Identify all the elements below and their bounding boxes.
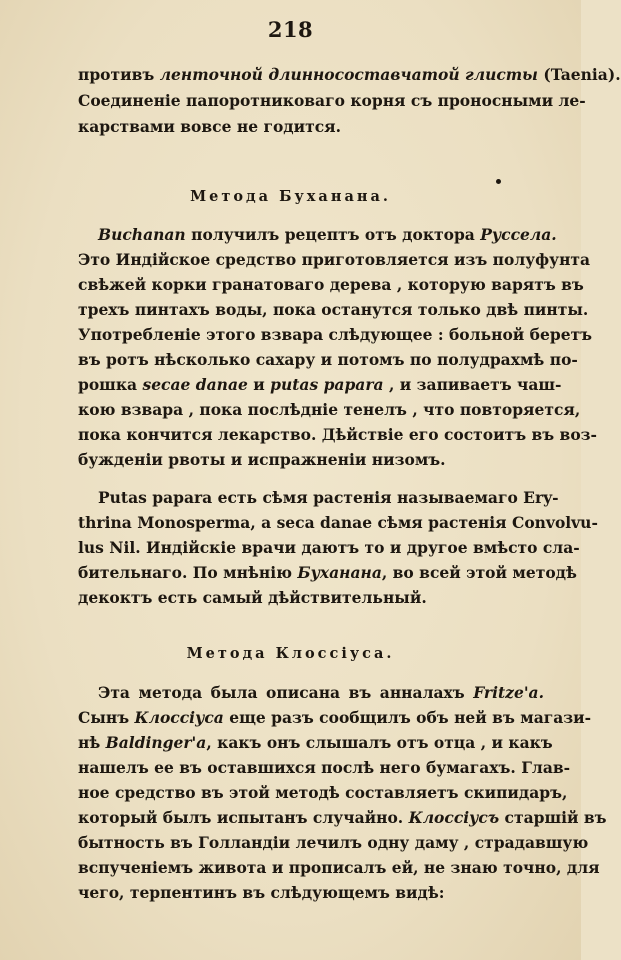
italic-term: Buchanan bbox=[98, 225, 186, 244]
text-line: кою взвара , пока послѣдніе тенелъ , что повторяется, bbox=[78, 400, 581, 419]
text-line: рошка secae danae и putas papara , и запиваетъ чаш- bbox=[78, 375, 562, 394]
page-number: 218 bbox=[267, 17, 314, 42]
italic-term: secae danae bbox=[142, 375, 248, 394]
text-line: трехъ пинтахъ воды, пока останутся только двѣ пинты. bbox=[78, 300, 589, 319]
italic-term: Fritze'a. bbox=[473, 683, 544, 702]
text-line: въ ротъ нѣсколько сахару и потомъ по полудрахмѣ по- bbox=[78, 350, 578, 369]
text-line: Соединеніе папоротниковаго корня съ проносными ле- bbox=[78, 91, 586, 110]
text-line: Употребленіе этого взвара слѣдующее : больной беретъ bbox=[78, 325, 593, 344]
text-line: Сынъ Клоссіуса еще разъ сообщилъ объ ней въ магази- bbox=[78, 708, 592, 727]
italic-term: ленточной длинносоставчатой глисты bbox=[159, 65, 538, 84]
italic-term: Клоссіусъ bbox=[408, 808, 500, 827]
text-line: Это Индійское средство приготовляется изъ полуфунта bbox=[78, 250, 591, 269]
text-line: бужденіи рвоты и испражненіи низомъ. bbox=[78, 450, 446, 469]
text-line: Putas papara есть сѣмя растенія называемаго Ery- bbox=[98, 488, 559, 507]
italic-term: Baldinger'a bbox=[105, 733, 207, 752]
text-line: нашелъ ее въ оставшихся послѣ него бумагахъ. Глав- bbox=[78, 758, 571, 777]
text-line: Эта метода была описана въ анналахъ Fritze'a. bbox=[98, 683, 544, 702]
text-line: чего, терпентинъ въ слѣдующемъ видѣ: bbox=[78, 883, 445, 902]
text-line: декоктъ есть самый дѣйствительный. bbox=[78, 588, 427, 607]
text-line: вспученіемъ живота и прописалъ ей, не знаю точно, для bbox=[78, 858, 600, 877]
text-line: бительнаго. По мнѣнію Буханана, во всей этой методѣ bbox=[78, 563, 577, 582]
text-line: карствами вовсе не годится. bbox=[78, 117, 342, 136]
text-line: Buchanan получилъ рецептъ отъ доктора Руссела. bbox=[98, 225, 557, 244]
section-heading-klossius: Метода Клоссіуса. bbox=[186, 645, 395, 662]
text-line: thrina Monosperma, а seca danae сѣмя растенія Convolvu- bbox=[78, 513, 598, 532]
italic-term: putas papara bbox=[270, 375, 384, 394]
text-line: противъ ленточной длинносоставчатой глисты (Taenia). bbox=[78, 65, 621, 84]
text-line: который былъ испытанъ случайно. Клоссіусъ старшій въ bbox=[78, 808, 607, 827]
ink-spot bbox=[496, 179, 501, 184]
text-line: ное средство въ этой методѣ составляетъ скипидаръ, bbox=[78, 783, 568, 802]
text-line: пока кончится лекарство. Дѣйствіе его состоитъ въ воз- bbox=[78, 425, 597, 444]
italic-term: Клоссіуса bbox=[134, 708, 224, 727]
italic-term: Буханана bbox=[297, 563, 382, 582]
text-line: нѣ Baldinger'a, какъ онъ слышалъ отъ отца , и какъ bbox=[78, 733, 553, 752]
text-line: свѣжей корки гранатоваго дерева , которую варятъ въ bbox=[78, 275, 584, 294]
text-line: lus Nil. Индійскіе врачи даютъ то и другое вмѣсто сла- bbox=[78, 538, 580, 557]
italic-term: Руссела. bbox=[480, 225, 557, 244]
section-heading-buchanan: Метода Буханана. bbox=[190, 188, 391, 205]
text-line: бытность въ Голландіи лечилъ одну даму , страдавшую bbox=[78, 833, 589, 852]
